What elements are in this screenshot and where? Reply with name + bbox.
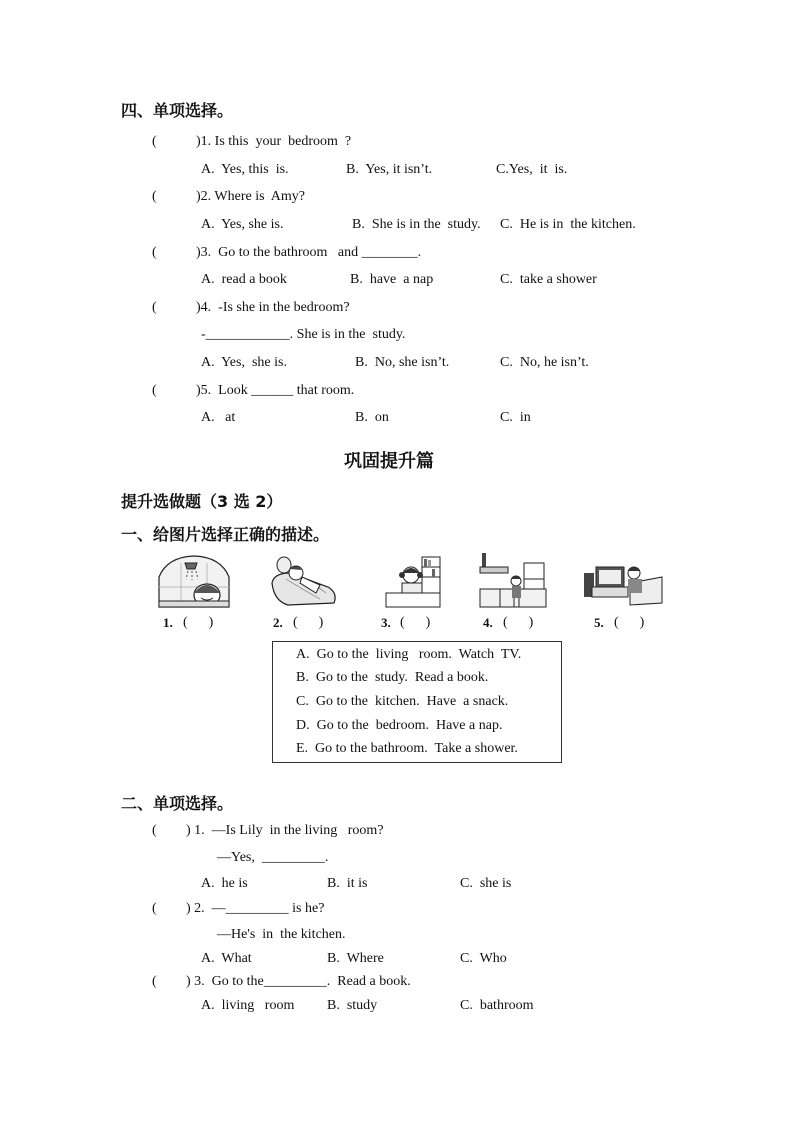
question-text: )3. Go to the bathroom and ________. bbox=[196, 245, 422, 260]
answer-paren[interactable]: ( bbox=[152, 245, 157, 260]
answer-line: -____________. She is in the study. bbox=[201, 327, 406, 342]
answer-paren[interactable]: ( ) bbox=[400, 615, 431, 630]
question-text: ) 2. —_________ is he? bbox=[186, 901, 325, 916]
advanced-heading: 提升选做题（3 选 2） bbox=[121, 492, 283, 511]
question-text: )4. -Is she in the bedroom? bbox=[196, 300, 350, 315]
answer-paren[interactable]: ( bbox=[152, 823, 157, 838]
option-a[interactable]: A. Yes, she is. bbox=[201, 217, 284, 232]
reading-picture bbox=[382, 553, 442, 609]
option-a[interactable]: A. he is bbox=[201, 876, 248, 891]
question-text: )5. Look ______ that room. bbox=[196, 383, 355, 398]
picture-number: 4. bbox=[483, 615, 493, 630]
answer-paren[interactable]: ( bbox=[152, 383, 157, 398]
option-a[interactable]: A. at bbox=[201, 410, 236, 425]
option-b[interactable]: B. on bbox=[355, 410, 389, 425]
option-c[interactable]: C. No, he isn’t. bbox=[500, 355, 589, 370]
picture-number: 5. bbox=[594, 615, 604, 630]
section4-heading: 四、单项选择。 bbox=[121, 101, 234, 120]
option-b[interactable]: B. it is bbox=[327, 876, 368, 891]
answer-paren[interactable]: ( bbox=[152, 974, 157, 989]
option-c[interactable]: C. take a shower bbox=[500, 272, 597, 287]
answer-line: —Yes, _________. bbox=[217, 850, 329, 865]
picture-number: 2. bbox=[273, 615, 283, 630]
shower-picture bbox=[157, 553, 231, 609]
option-c[interactable]: C. in bbox=[500, 410, 531, 425]
tv-picture bbox=[582, 553, 664, 609]
answer-paren[interactable]: ( bbox=[152, 189, 157, 204]
sleeping-picture bbox=[268, 553, 342, 609]
option-c[interactable]: C. bathroom bbox=[460, 998, 534, 1013]
choice-c[interactable]: C. Go to the kitchen. Have a snack. bbox=[296, 694, 509, 709]
answer-paren[interactable]: ( ) bbox=[614, 615, 645, 630]
answer-paren[interactable]: ( ) bbox=[183, 615, 214, 630]
option-a[interactable]: A. read a book bbox=[201, 272, 287, 287]
choice-a[interactable]: A. Go to the living room. Watch TV. bbox=[296, 647, 522, 662]
question-text: ) 1. —Is Lily in the living room? bbox=[186, 823, 384, 838]
choice-d[interactable]: D. Go to the bedroom. Have a nap. bbox=[296, 718, 503, 733]
picture-number: 3. bbox=[381, 615, 391, 630]
question-text: ) 3. Go to the_________. Read a book. bbox=[186, 974, 411, 989]
answer-paren[interactable]: ( bbox=[152, 300, 157, 315]
option-a[interactable]: A. living room bbox=[201, 998, 295, 1013]
answer-paren[interactable]: ( ) bbox=[293, 615, 324, 630]
option-b[interactable]: B. study bbox=[327, 998, 378, 1013]
option-c[interactable]: C. Who bbox=[460, 951, 507, 966]
option-b[interactable]: B. have a nap bbox=[350, 272, 434, 287]
section-title: 巩固提升篇 bbox=[344, 451, 434, 472]
choice-e[interactable]: E. Go to the bathroom. Take a shower. bbox=[296, 741, 518, 756]
answer-paren[interactable]: ( bbox=[152, 134, 157, 149]
option-b[interactable]: B. No, she isn’t. bbox=[355, 355, 450, 370]
option-c[interactable]: C.Yes, it is. bbox=[496, 162, 568, 177]
question-text: )2. Where is Amy? bbox=[196, 189, 305, 204]
part1-heading: 一、给图片选择正确的描述。 bbox=[121, 525, 330, 544]
picture-number: 1. bbox=[163, 615, 173, 630]
option-c[interactable]: C. He is in the kitchen. bbox=[500, 217, 636, 232]
option-a[interactable]: A. What bbox=[201, 951, 252, 966]
option-a[interactable]: A. Yes, this is. bbox=[201, 162, 289, 177]
option-a[interactable]: A. Yes, she is. bbox=[201, 355, 287, 370]
answer-paren[interactable]: ( ) bbox=[503, 615, 534, 630]
kitchen-picture bbox=[478, 553, 548, 609]
option-b[interactable]: B. Where bbox=[327, 951, 384, 966]
question-text: )1. Is this your bedroom ? bbox=[196, 134, 352, 149]
choices-box bbox=[272, 641, 562, 763]
answer-paren[interactable]: ( bbox=[152, 901, 157, 916]
option-b[interactable]: B. Yes, it isn’t. bbox=[346, 162, 433, 177]
part2-heading: 二、单项选择。 bbox=[121, 794, 234, 813]
option-b[interactable]: B. She is in the study. bbox=[352, 217, 481, 232]
option-c[interactable]: C. she is bbox=[460, 876, 512, 891]
answer-line: —He's in the kitchen. bbox=[217, 927, 346, 942]
choice-b[interactable]: B. Go to the study. Read a book. bbox=[296, 670, 489, 685]
